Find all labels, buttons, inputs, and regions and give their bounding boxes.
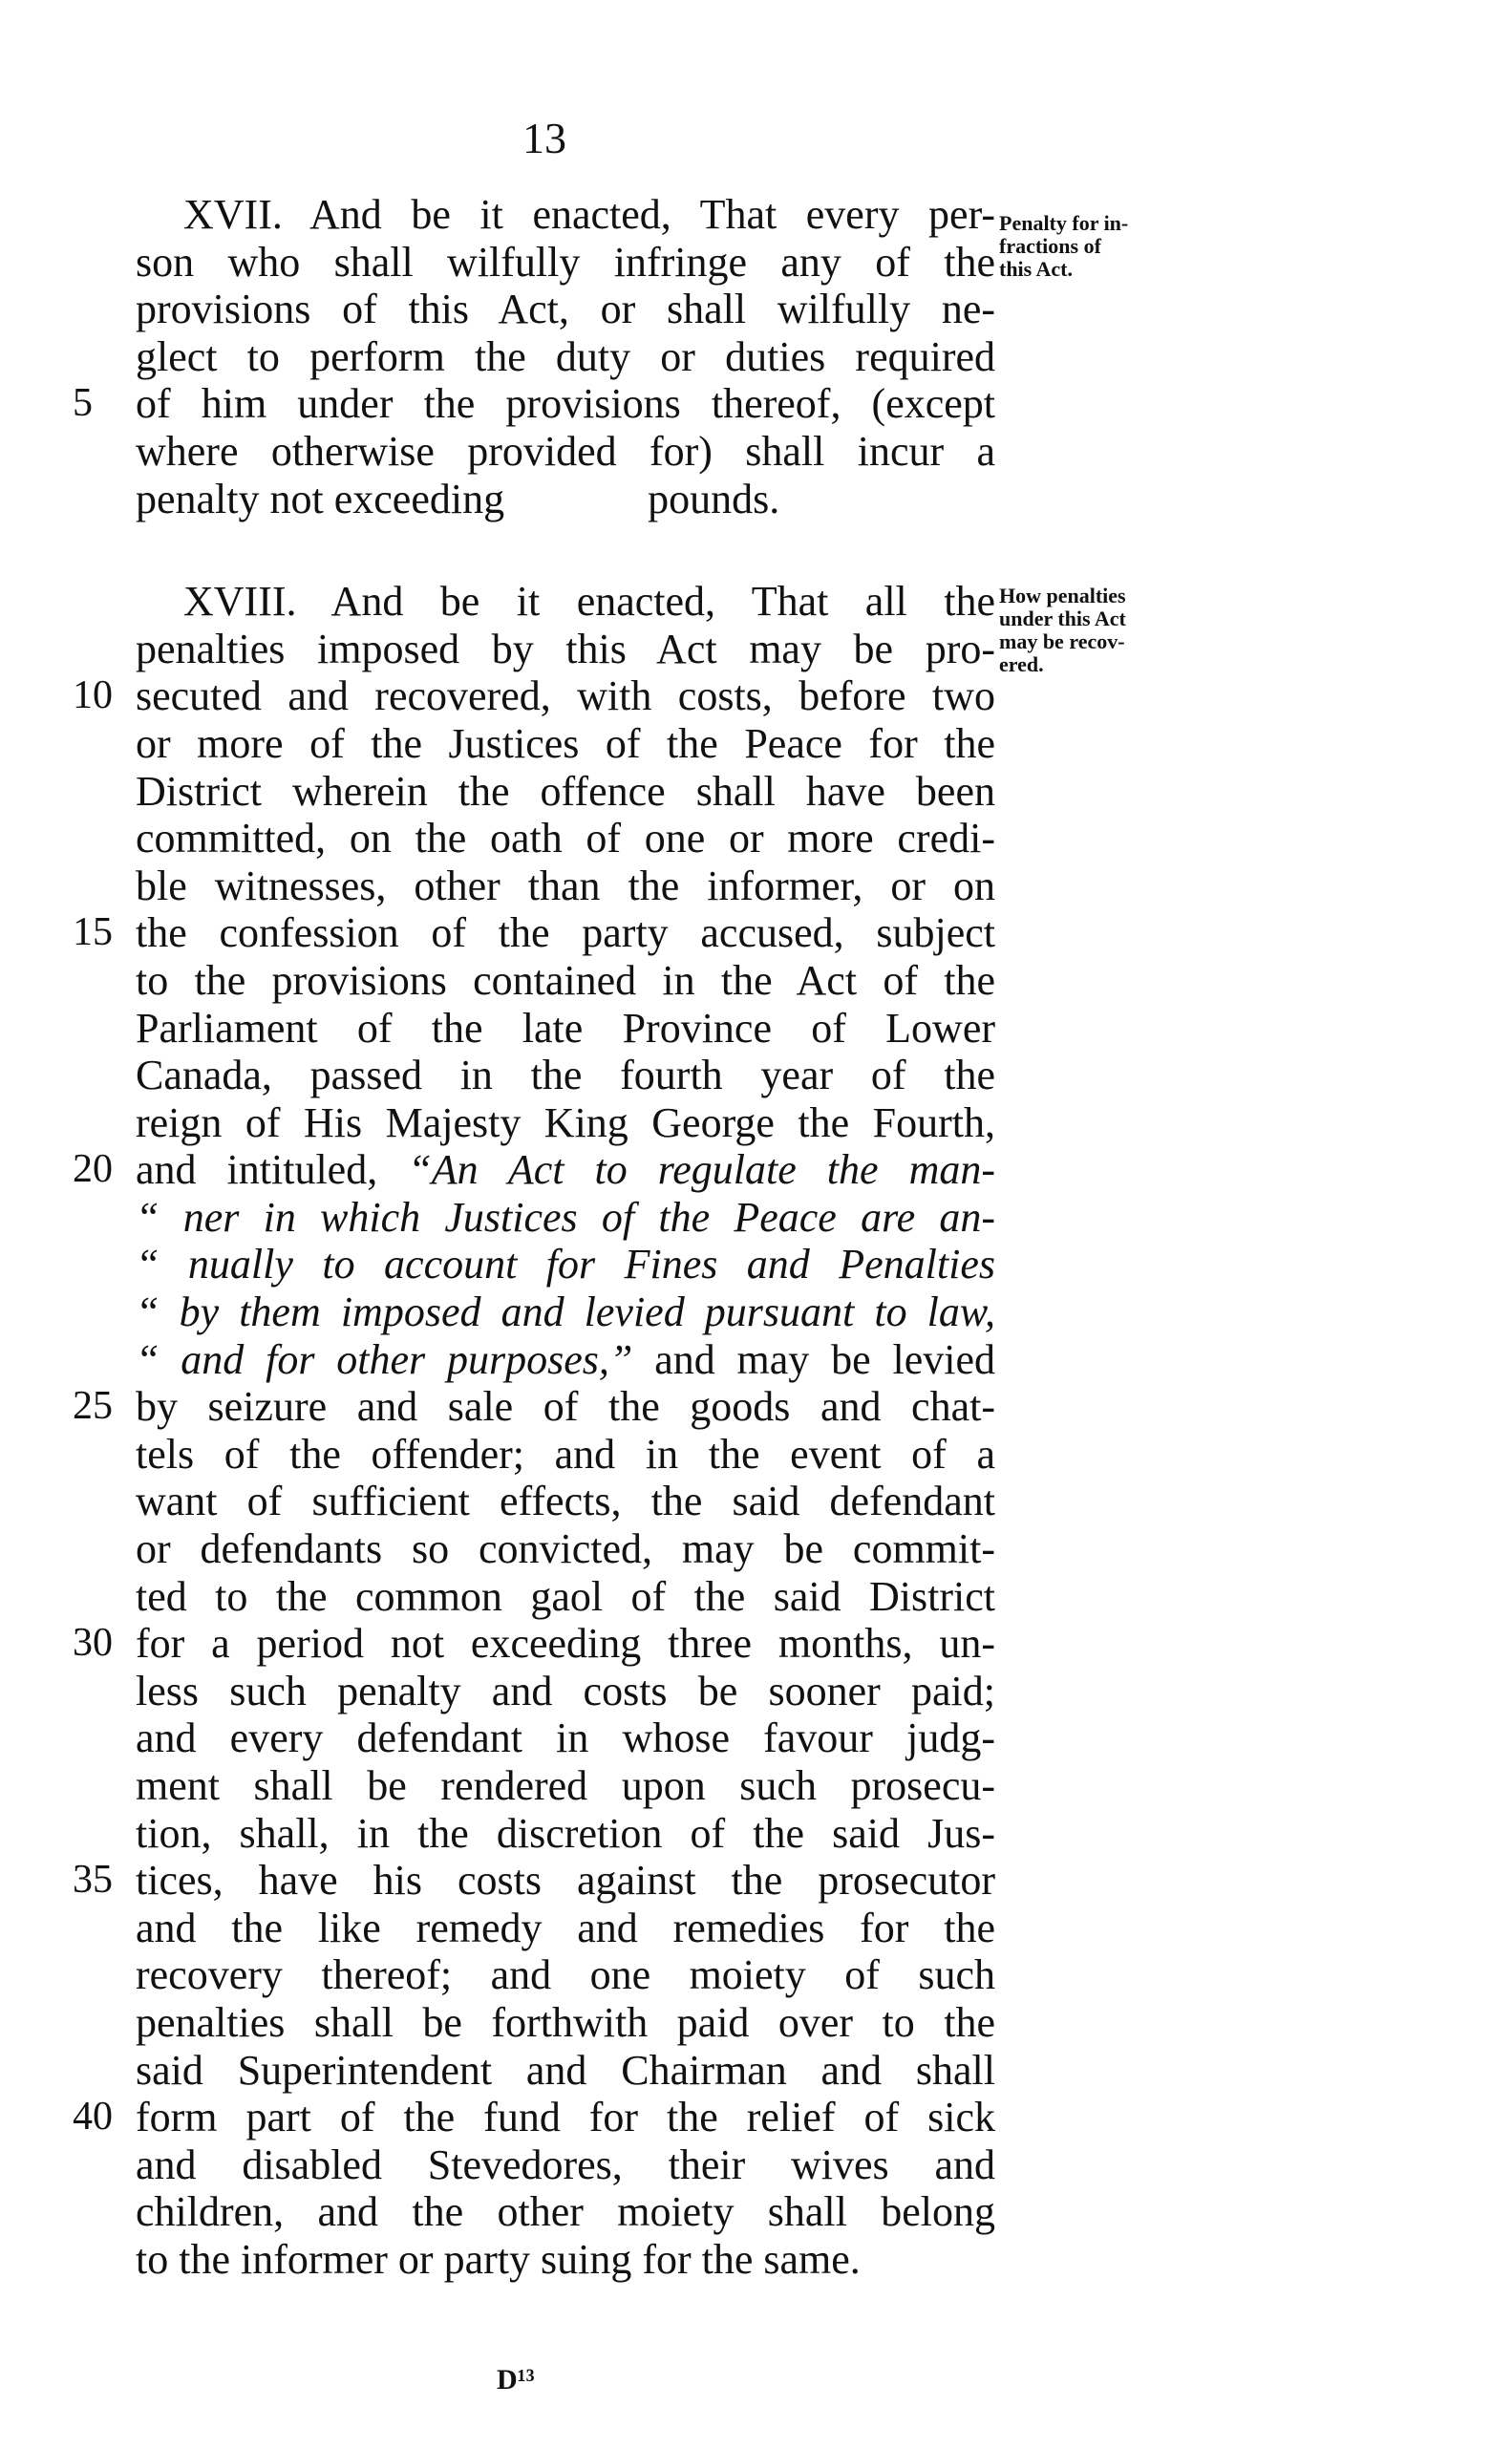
- margin-note-line: fractions of: [999, 234, 1101, 258]
- text-line: [136, 1099, 995, 1147]
- margin-note-line: this Act.: [999, 257, 1073, 281]
- line-text: or defendants so convicted, may be commit-: [136, 1525, 995, 1573]
- text-line: [136, 1762, 995, 1810]
- italic-text: “ and for other purposes,”: [136, 1335, 633, 1383]
- italic-text: “An Act to regulate the man-: [408, 1146, 995, 1194]
- line-text: provisions of this Act, or shall wilfully ne-: [136, 286, 995, 333]
- line-text: and may be levied: [632, 1335, 995, 1383]
- margin-note-line: ered.: [999, 652, 1044, 676]
- line-text: of him under the provisions thereof, (except: [136, 380, 995, 428]
- text-line: [73, 1146, 995, 1194]
- line-text: and disabled Stevedores, their wives and: [136, 2140, 995, 2188]
- line-text: pounds.: [648, 475, 780, 522]
- text-line: [73, 2094, 995, 2141]
- margin-note-line: How penalties: [999, 584, 1126, 607]
- line-text: penalties shall be forthwith paid over to the: [136, 1998, 995, 2046]
- line-text: XVII. And be it enacted, That every per-: [183, 191, 995, 238]
- margin-note: [999, 212, 1200, 281]
- text-line: [73, 380, 995, 428]
- text-line: [136, 1810, 995, 1858]
- text-line: [136, 1052, 995, 1099]
- signature-mark: D¹³: [497, 2364, 535, 2396]
- text-line: [136, 1714, 995, 1762]
- line-text: tion, shall, in the discretion of the said Jus-: [136, 1809, 995, 1857]
- italic-text: “ by them imposed and levied pursuant to law,: [136, 1288, 995, 1336]
- line-text: to the provisions contained in the Act of the: [136, 956, 995, 1004]
- text-line: [136, 2188, 995, 2236]
- margin-note-line: may be recov-: [999, 629, 1125, 653]
- line-text: son who shall wilfully infringe any of the: [136, 238, 995, 286]
- text-line: [136, 239, 995, 287]
- line-text: reign of His Majesty King George the Fourth,: [136, 1098, 995, 1146]
- text-line: [136, 428, 995, 476]
- line-text: committed, on the oath of one or more credi-: [136, 815, 995, 862]
- line-text: want of sufficient effects, the said defendant: [136, 1478, 995, 1525]
- section-1: [73, 191, 995, 522]
- line-text: glect to perform the duty or duties required: [136, 332, 995, 380]
- text-line: [136, 1573, 995, 1621]
- line-number: 20: [73, 1147, 113, 1192]
- line-number: 10: [73, 673, 113, 718]
- line-text: to the informer or party suing for the same.: [136, 2235, 861, 2283]
- text-line: [136, 957, 995, 1005]
- text-line: [136, 1336, 995, 1384]
- text-line: [136, 1999, 995, 2047]
- text-line: [136, 578, 995, 626]
- text-line: [73, 909, 995, 957]
- text-line: [136, 720, 995, 768]
- page-body: [73, 191, 995, 2339]
- margin-note: [999, 585, 1200, 676]
- line-number: 5: [73, 381, 93, 426]
- text-line: [136, 1905, 995, 1952]
- text-line: [136, 333, 995, 381]
- line-text: and every defendant in whose favour judg-: [136, 1714, 995, 1762]
- line-text: less such penalty and costs be sooner paid;: [136, 1667, 995, 1714]
- line-text: form part of the fund for the relief of sick: [136, 2094, 995, 2141]
- line-text: and intituled,: [136, 1146, 409, 1194]
- text-line: [136, 2047, 995, 2095]
- line-text: said Superintendent and Chairman and shall: [136, 2046, 995, 2094]
- italic-text: “ ner in which Justices of the Peace are an-: [136, 1193, 995, 1241]
- line-text: for a period not exceeding three months, un-: [136, 1620, 995, 1668]
- line-number: 40: [73, 2095, 113, 2140]
- margin-note-line: Penalty for in-: [999, 211, 1129, 235]
- line-text: where otherwise provided for) shall incur a: [136, 427, 995, 475]
- text-line: [136, 191, 995, 239]
- line-number: 30: [73, 1621, 113, 1666]
- line-text: District wherein the offence shall have been: [136, 767, 995, 815]
- line-text: recovery thereof; and one moiety of such: [136, 1951, 995, 1999]
- text-line: [136, 2236, 995, 2284]
- line-text: by seizure and sale of the goods and chat-: [136, 1383, 995, 1431]
- page-number: 13: [522, 114, 566, 162]
- text-line: [136, 1288, 995, 1336]
- text-line: [136, 862, 995, 910]
- line-number: 25: [73, 1384, 113, 1429]
- text-line: [136, 768, 995, 816]
- section-2: [73, 578, 995, 2283]
- text-line: [73, 1857, 995, 1905]
- line-text: the confession of the party accused, subject: [136, 909, 995, 957]
- text-line: [73, 672, 995, 720]
- line-number: 35: [73, 1858, 113, 1903]
- text-line: [136, 2141, 995, 2189]
- line-text: XVIII. And be it enacted, That all the: [183, 578, 995, 626]
- line-text: ment shall be rendered upon such prosecu-: [136, 1762, 995, 1809]
- text-line: [136, 815, 995, 862]
- line-text: Parliament of the late Province of Lower: [136, 1004, 995, 1052]
- line-number: 15: [73, 910, 113, 955]
- text-line: [136, 1525, 995, 1573]
- text-line: [136, 1194, 995, 1242]
- text-line: [136, 1431, 995, 1479]
- text-line: [136, 1951, 995, 1999]
- line-text: penalty not exceeding: [136, 475, 505, 522]
- line-text: secuted and recovered, with costs, before two: [136, 672, 995, 720]
- text-line: [136, 626, 995, 673]
- line-text: or more of the Justices of the Peace for the: [136, 719, 995, 767]
- margin-note-line: under this Act: [999, 607, 1126, 630]
- text-line: [73, 1383, 995, 1431]
- line-text: ble witnesses, other than the informer, or on: [136, 862, 995, 909]
- line-text: ted to the common gaol of the said District: [136, 1572, 995, 1620]
- text-line: [136, 1668, 995, 1715]
- line-text: tices, have his costs against the prosecutor: [136, 1857, 995, 1905]
- line-text: children, and the other moiety shall belong: [136, 2188, 995, 2236]
- text-line: [136, 1241, 995, 1288]
- italic-text: “ nually to account for Fines and Penalties: [136, 1241, 995, 1288]
- text-line: [136, 476, 995, 523]
- text-line: [136, 1005, 995, 1053]
- line-text: tels of the offender; and in the event of a: [136, 1430, 995, 1478]
- text-line: [73, 1620, 995, 1668]
- line-text: penalties imposed by this Act may be pro-: [136, 625, 995, 672]
- line-text: Canada, passed in the fourth year of the: [136, 1052, 995, 1099]
- line-text: and the like remedy and remedies for the: [136, 1904, 995, 1951]
- text-line: [136, 1478, 995, 1525]
- text-line: [136, 286, 995, 333]
